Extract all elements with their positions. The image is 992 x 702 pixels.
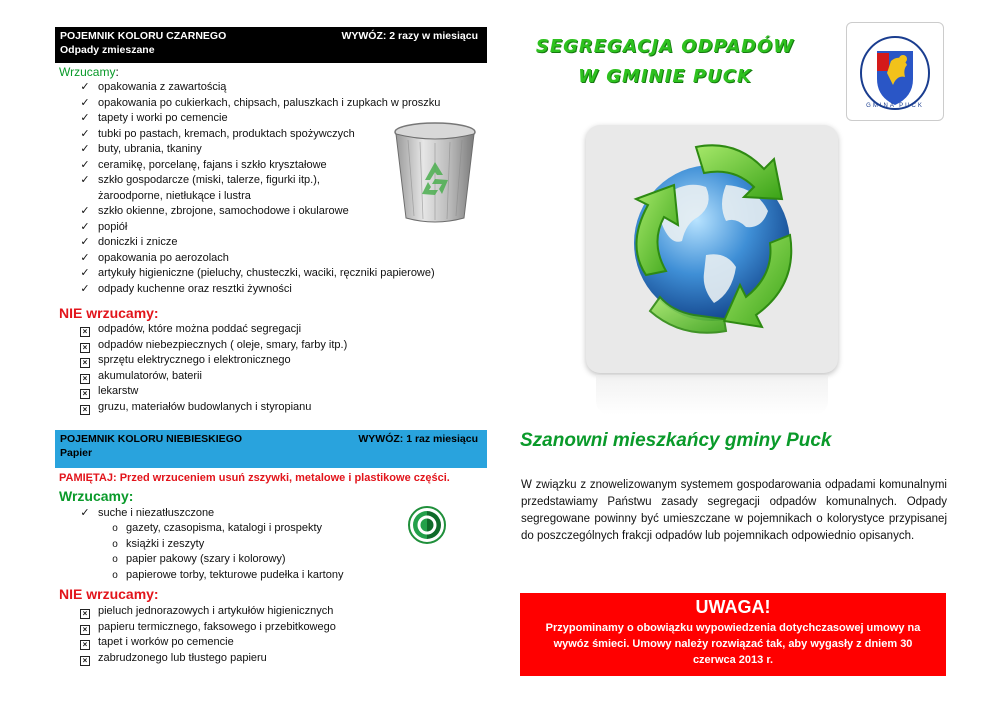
list-item-text: artykuły higieniczne (pieluchy, chusteczki, waciki, ręczniki papierowe)	[98, 267, 435, 279]
page-title-line1: SEGREGACJA ODPADÓW	[535, 36, 795, 57]
checkmark-icon: ✓	[80, 158, 90, 171]
blue-bin-note: PAMIĘTAJ: Przed wrzuceniem usuń zszywki, metalowe i plastikowe części.	[59, 472, 450, 484]
list-item	[78, 521, 458, 537]
list-item	[78, 353, 478, 369]
intro-paragraph: W związku z znowelizowanym systemem gospodarowania odpadami komunalnymi przedstawiamy Państwu zasady segregacji odpadów komunalnych. Odpady segregowane powinny być umieszczane w pojemnikach o kolorystyce przypisanej do poszczególnych frakcji odpadów lub pojemnikach odpowiednio opisanych.	[521, 479, 947, 542]
black-bin-accept-label: Wrzucamy	[59, 65, 116, 79]
list-item-text: lekarstw	[98, 385, 139, 397]
greeting-heading: Szanowni mieszkańcy gminy Puck	[520, 430, 832, 451]
list-item-text: pieluch jednorazowych i artykułów higienicznych	[98, 605, 334, 617]
list-item-text: papieru termicznego, faksowego i przebitkowego	[98, 620, 336, 633]
green-dot-icon	[407, 505, 447, 545]
x-box-icon: ×	[78, 604, 92, 620]
list-item-text: gazety, czasopisma, katalogi i prospekty	[126, 522, 323, 534]
circle-bullet-icon: o	[112, 523, 118, 534]
x-box-icon: ×	[78, 400, 92, 416]
list-item-text: odpady kuchenne oraz resztki żywności	[98, 282, 292, 295]
list-item	[78, 369, 478, 385]
x-box-icon: ×	[78, 322, 92, 338]
checkmark-icon: ✓	[80, 220, 90, 233]
list-item	[78, 282, 488, 298]
list-item-text: odpadów niebezpiecznych ( oleje, smary, farby itp.)	[98, 338, 348, 351]
black-bin-accept-colon: :	[115, 65, 119, 79]
warning-box	[520, 593, 946, 676]
list-item	[78, 251, 488, 267]
list-item-text: buty, ubrania, tkaniny	[98, 143, 202, 155]
page-title-line2: W GMINIE PUCK	[578, 66, 752, 87]
list-item-text: tapety i worki po cemencie	[98, 112, 228, 124]
list-item-text: odpadów, które można poddać segregacji	[98, 323, 302, 335]
checkmark-icon: ✓	[80, 143, 90, 155]
list-item	[78, 651, 478, 667]
list-item-text: suche i niezatłuszczone	[98, 507, 215, 519]
black-bin-title: POJEMNIK KOLORU CZARNEGO	[60, 30, 227, 42]
list-item-text: opakowania po cukierkach, chipsach, paluszkach i zupkach w proszku	[98, 96, 441, 109]
list-item-text: gruzu, materiałów budowlanych i styropianu	[98, 400, 312, 413]
checkmark-icon: ✓	[80, 251, 90, 264]
checkmark-icon: ✓	[80, 112, 90, 124]
list-item	[78, 266, 488, 282]
x-box-icon: ×	[78, 353, 92, 369]
globe-recycle-icon	[586, 125, 838, 373]
list-item-text: akumulatorów, baterii	[98, 369, 202, 382]
checkmark-icon: ✓	[80, 96, 90, 109]
globe-reflection	[596, 375, 828, 415]
blue-bin-subtitle: Papier	[60, 447, 93, 459]
warning-title: UWAGA!	[695, 597, 771, 617]
list-item-text: żaroodporne, nietłukące i lustra	[98, 189, 251, 202]
list-item-text: ceramikę, porcelanę, fajans i szkło kryształowe	[98, 158, 327, 171]
list-item-text: książki i zeszyty	[126, 537, 205, 550]
black-bin-pickup: WYWÓZ: 2 razy w miesiącu	[341, 30, 478, 42]
list-item	[78, 635, 478, 651]
list-item-text: papier pakowy (szary i kolorowy)	[126, 553, 286, 565]
x-box-icon: ×	[78, 635, 92, 651]
list-item-text: szkło gospodarcze (miski, talerze, figurki itp.),	[98, 174, 320, 186]
warning-text: Przypominamy o obowiązku wypowiedzenia dotychczasowej umowy na wywóz śmieci. Umowy należy rozwiązać tak, aby wygasły z dniem 30 czerwca 2013 r.	[545, 622, 921, 666]
list-item	[78, 235, 488, 251]
list-item	[78, 552, 458, 568]
list-item	[78, 400, 478, 416]
blue-bin-reject-heading: NIE wrzucamy:	[59, 586, 159, 602]
list-item	[78, 96, 488, 112]
checkmark-icon: ✓	[80, 174, 90, 186]
circle-bullet-icon: o	[112, 538, 118, 550]
list-item	[78, 384, 478, 400]
blue-bin-reject-list	[78, 604, 478, 666]
black-bin-header	[55, 27, 487, 63]
circle-bullet-icon: o	[112, 569, 118, 581]
blue-bin-title: POJEMNIK KOLORU NIEBIESKIEGO	[60, 433, 243, 445]
checkmark-icon: ✓	[80, 282, 90, 295]
x-box-icon: ×	[78, 369, 92, 385]
checkmark-icon: ✓	[80, 81, 90, 93]
blue-bin-accept-sub-list	[78, 521, 458, 583]
blue-bin-pickup: WYWÓZ: 1 raz miesiącu	[358, 433, 478, 445]
list-item	[78, 338, 478, 354]
list-item	[78, 506, 458, 522]
recycle-bin-illustration	[390, 120, 480, 225]
list-item-text: szkło okienne, zbrojone, samochodowe i okularowe	[98, 205, 349, 217]
checkmark-icon: ✓	[80, 236, 90, 248]
list-item-text: papierowe torby, tekturowe pudełka i kartony	[126, 568, 344, 581]
checkmark-icon: ✓	[80, 267, 90, 279]
crest-text: GMINA PUCK	[866, 103, 924, 109]
list-item	[78, 568, 458, 584]
list-item-text: opakowania po aerozolach	[98, 251, 229, 264]
blue-bin-header	[55, 430, 487, 468]
x-box-icon: ×	[78, 384, 92, 400]
list-item	[78, 537, 458, 553]
black-bin-reject-list	[78, 322, 478, 415]
list-item-text: doniczki i znicze	[98, 236, 178, 248]
list-item	[78, 322, 478, 338]
list-item-text: tubki po pastach, kremach, produktach spożywczych	[98, 127, 355, 140]
list-item-text: tapet i worków po cemencie	[98, 636, 234, 648]
x-box-icon: ×	[78, 620, 92, 636]
list-item-text: opakowania z zawartością	[98, 81, 227, 93]
black-bin-subtitle: Odpady zmieszane	[60, 44, 155, 56]
list-item-text: sprzętu elektrycznego i elektronicznego	[98, 354, 291, 366]
blue-bin-accept-heading: Wrzucamy:	[59, 488, 134, 504]
list-item-text: popiół	[98, 220, 128, 233]
circle-bullet-icon: o	[112, 554, 118, 565]
checkmark-icon: ✓	[80, 205, 90, 217]
blue-bin-accept-main-list	[78, 506, 458, 522]
checkmark-icon: ✓	[80, 127, 90, 140]
x-box-icon: ×	[78, 338, 92, 354]
list-item	[78, 80, 488, 96]
list-item	[78, 604, 478, 620]
municipality-crest	[846, 22, 944, 121]
black-bin-accept-heading	[59, 65, 119, 79]
checkmark-icon: ✓	[80, 507, 90, 519]
list-item	[78, 620, 478, 636]
black-bin-reject-heading: NIE wrzucamy:	[59, 305, 159, 321]
globe-recycle-image	[586, 125, 838, 373]
x-box-icon: ×	[78, 651, 92, 667]
list-item-text: zabrudzonego lub tłustego papieru	[98, 651, 267, 664]
